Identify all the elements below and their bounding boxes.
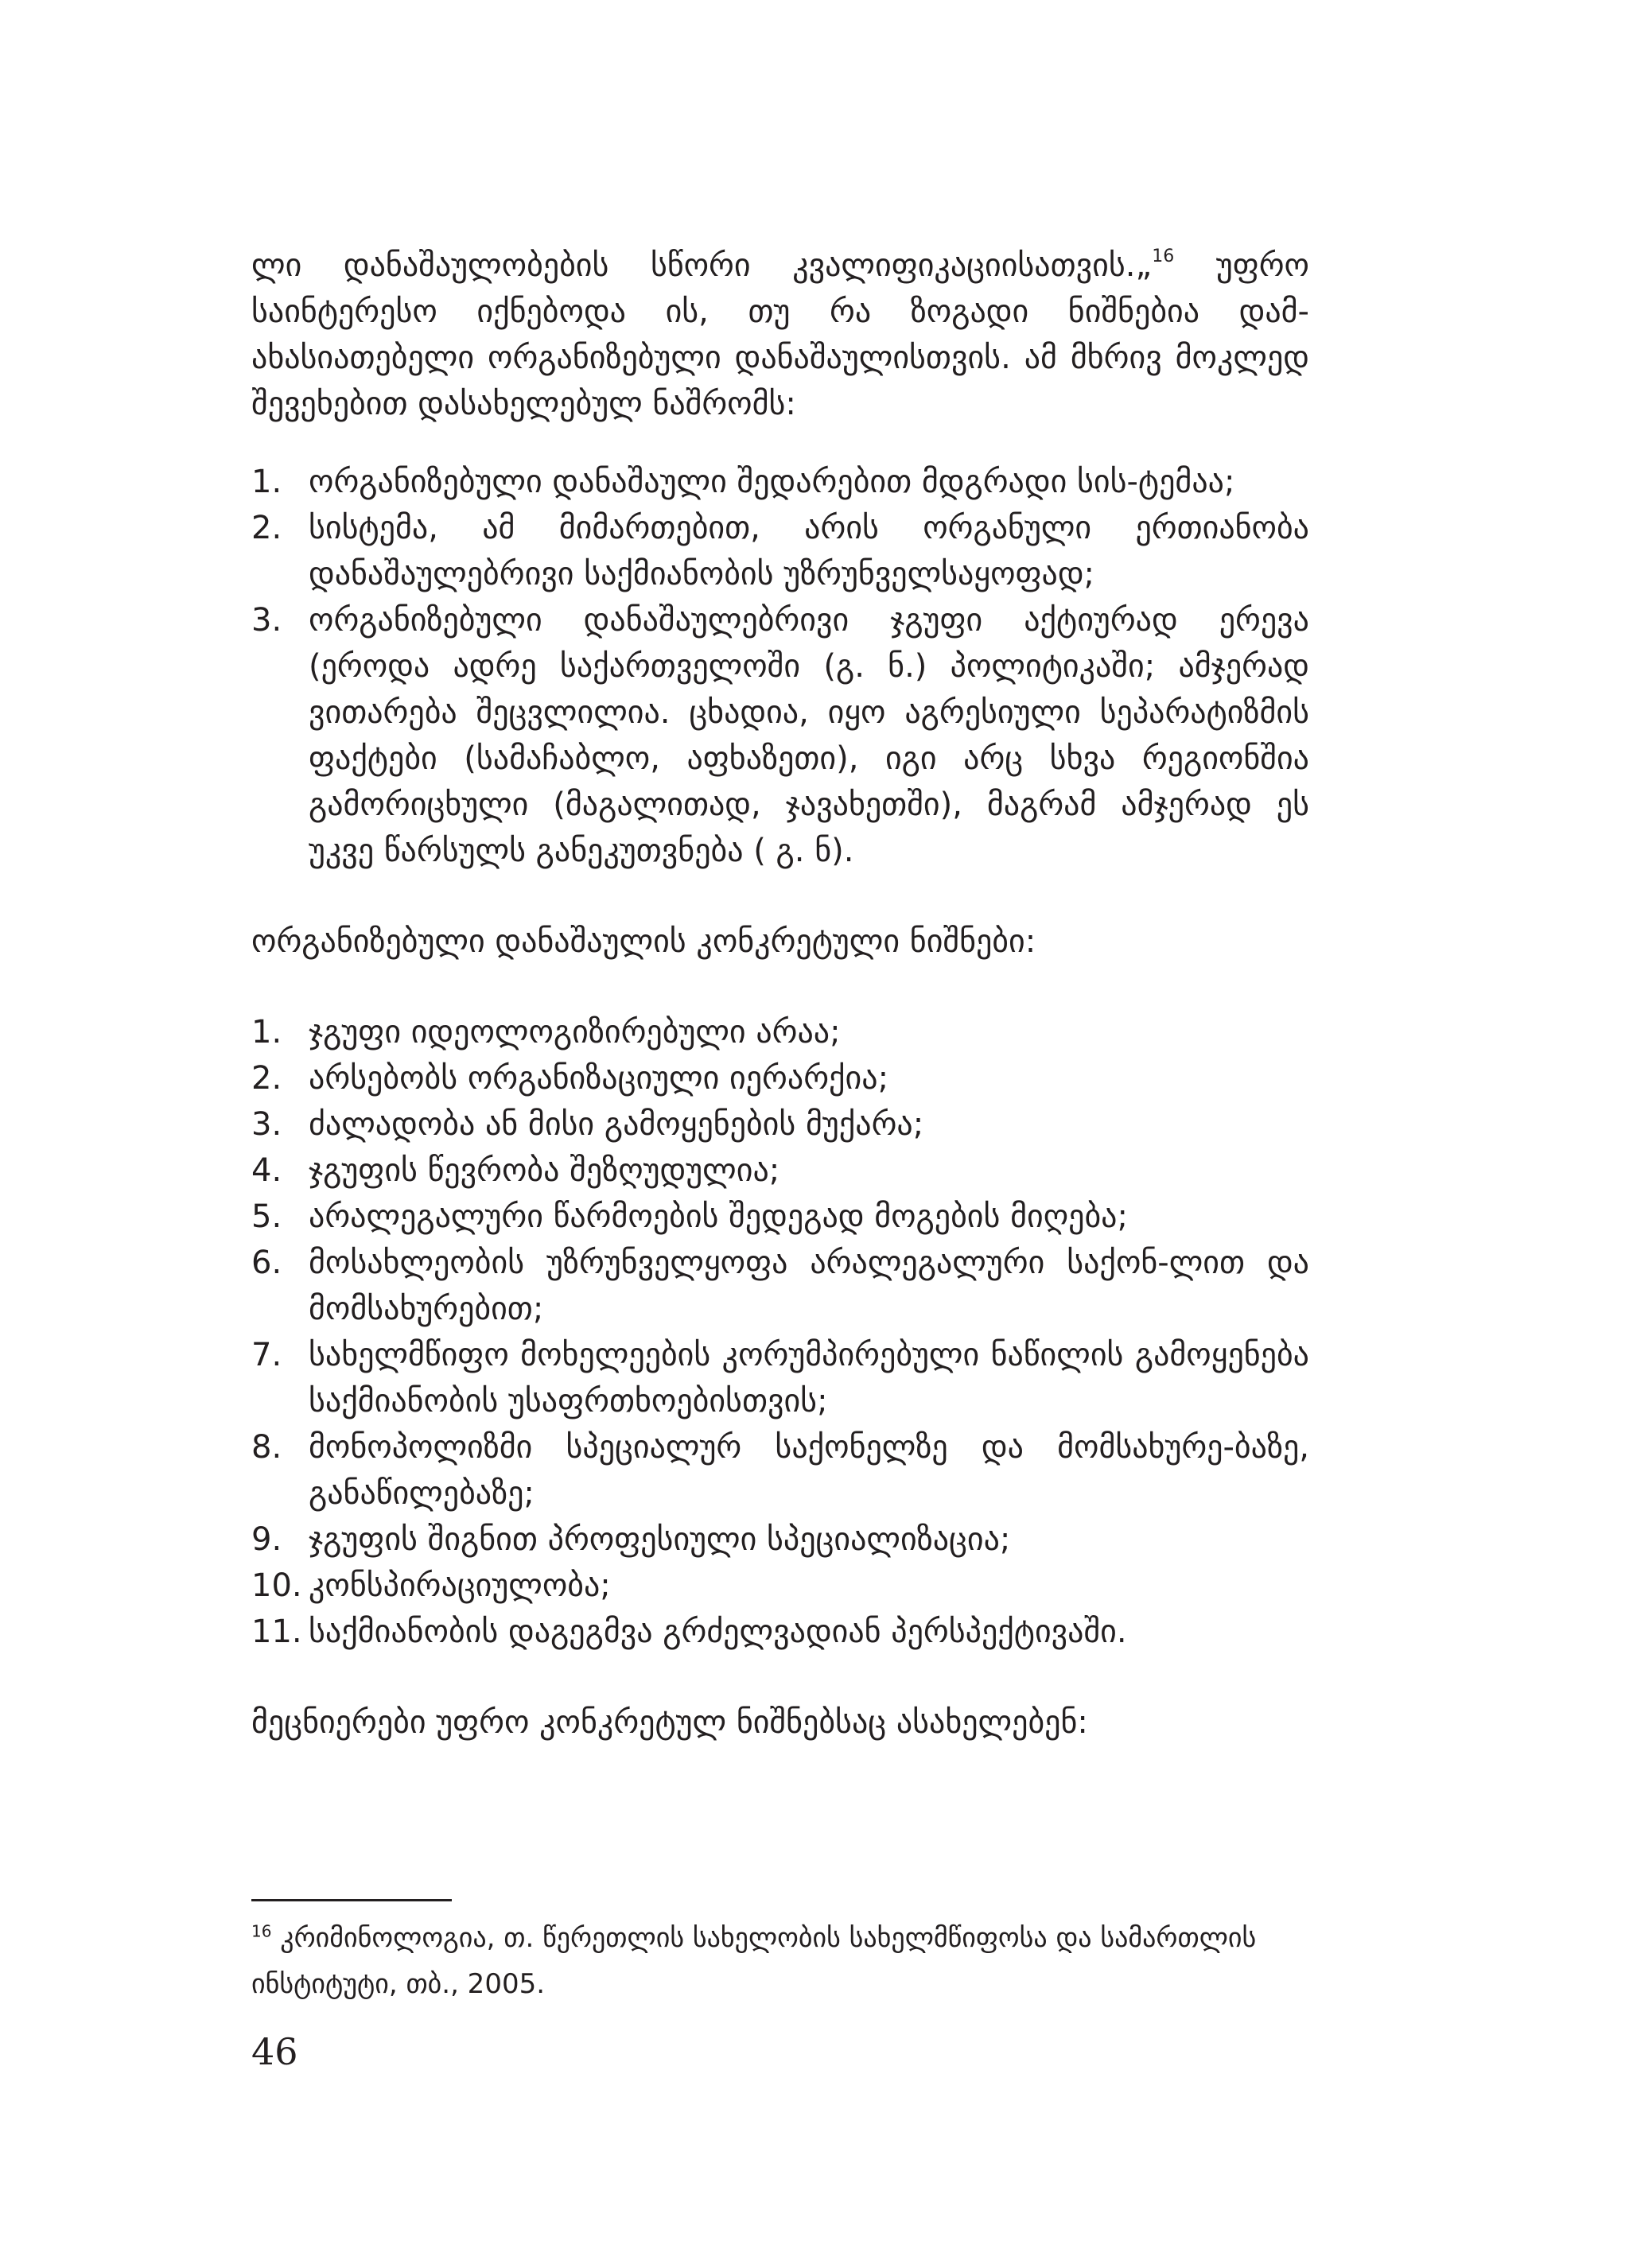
- first-numbered-list: [251, 459, 1309, 874]
- footnote-text: კრიმინოლოგია, თ. წერეთლის სახელობის სახელმწიფოსა და სამართლის ინსტიტუტი, თბ., 2005.: [251, 1922, 1257, 2000]
- list-item-text: ორგანიზებული დანაშაული შედარებით მდგრადი სის-ტემაა;: [309, 464, 1235, 500]
- footnote-number: 16: [251, 1921, 272, 1941]
- list-item-number: 1.: [251, 1014, 282, 1051]
- list-item-number: 6.: [251, 1245, 282, 1281]
- list-item-text: არსებობს ორგანიზაციული იერარქია;: [309, 1060, 889, 1097]
- list-item-text: საქმიანობის დაგეგმვა გრძელვადიან პერსპექტივაში.: [309, 1614, 1127, 1650]
- list-item-text: ჯგუფის შიგნით პროფესიული სპეციალიზაცია;: [309, 1521, 1011, 1558]
- list-item: [251, 1332, 1309, 1424]
- spacer: [251, 427, 1309, 459]
- list-item: [251, 1101, 1309, 1148]
- page-number: 46: [251, 2030, 298, 2073]
- intro-text-start: ლი დანაშაულობების სწორი კვალიფიკაციისათვის.„: [251, 247, 1153, 284]
- footnote: [251, 1915, 1309, 2007]
- footnote-separator: [251, 1899, 452, 1901]
- page-body: [251, 243, 1309, 1746]
- list-item: [251, 1194, 1309, 1240]
- list-item: [251, 1609, 1309, 1655]
- section-heading: ორგანიზებული დანაშაულის კონკრეტული ნიშნები:: [251, 923, 1036, 960]
- intro-text-end: უფრო საინტერესო იქნებოდა ის, თუ რა ზოგადი ნიშნებია დამ-ახასიათებელი ორგანიზებული დანაშაულისთვის. ამ მხრივ მოკლედ შევეხებით დასახელებულ ნაშრომს:: [251, 247, 1310, 422]
- list-item-text: მონოპოლიზმი სპეციალურ საქონელზე და მომსახურე-ბაზე, განაწილებაზე;: [309, 1429, 1309, 1512]
- list-item-number: 10.: [251, 1567, 302, 1604]
- spacer: [251, 874, 1309, 918]
- list-item-text: ორგანიზებული დანაშაულებრივი ჯგუფი აქტიურად ერევა (ეროდა ადრე საქართველოში (გ. ნ.) პოლიტიკაში; ამჯერად ვითარება შეცვლილია. ცხადია, იყო აგრესიული სეპარატიზმის ფაქტები (სამაჩაბლო, აფხაზეთი), იგი არც სხვა რეგიონშია გამორიცხული (მაგალითად, ჯავახეთში), მაგრამ ამჯერად ეს უკვე წარსულს განეკუთვნება ( გ. ნ).: [309, 602, 1309, 869]
- list-item-text: კონსპირაციულობა;: [309, 1567, 611, 1604]
- list-item-number: 4.: [251, 1152, 282, 1189]
- list-item: [251, 1055, 1309, 1101]
- closing-line: მეცნიერები უფრო კონკრეტულ ნიშნებსაც ასახელებენ:: [251, 1704, 1088, 1741]
- list-item: [251, 1563, 1309, 1609]
- list-item-number: 5.: [251, 1198, 282, 1235]
- spacer: [251, 1655, 1309, 1699]
- list-item-text: სისტემა, ამ მიმართებით, არის ორგანული ერთიანობა დანაშაულებრივი საქმიანობის უზრუნველსაყოფად;: [309, 510, 1309, 592]
- list-item: [251, 1148, 1309, 1194]
- list-item: [251, 597, 1309, 874]
- list-item-number: 8.: [251, 1429, 282, 1466]
- intro-paragraph: [251, 243, 1309, 427]
- list-item-number: 3.: [251, 602, 282, 639]
- list-item-text: სახელმწიფო მოხელეების კორუმპირებული ნაწილის გამოყენება საქმიანობის უსაფრთხოებისთვის;: [309, 1337, 1309, 1419]
- list-item: [251, 505, 1309, 597]
- list-item-text: ჯგუფის წევრობა შეზღუდულია;: [309, 1152, 780, 1189]
- list-item: [251, 1517, 1309, 1563]
- list-item-number: 9.: [251, 1521, 282, 1558]
- list-item: [251, 1240, 1309, 1332]
- features-numbered-list: [251, 1009, 1309, 1655]
- list-item-number: 2.: [251, 510, 282, 546]
- list-item-text: ძალადობა ან მისი გამოყენების მუქარა;: [309, 1106, 924, 1143]
- list-item-number: 11.: [251, 1614, 302, 1650]
- list-item: [251, 1009, 1309, 1055]
- list-item-text: მოსახლეობის უზრუნველყოფა არალეგალური საქონ-ლით და მომსახურებით;: [309, 1245, 1309, 1327]
- footnote-reference[interactable]: 16: [1152, 246, 1175, 266]
- list-item-text: ჯგუფი იდეოლოგიზირებული არაა;: [309, 1014, 841, 1051]
- list-item: [251, 1424, 1309, 1517]
- list-item-number: 3.: [251, 1106, 282, 1143]
- list-item-number: 1.: [251, 464, 282, 500]
- list-item: [251, 459, 1309, 505]
- spacer: [251, 965, 1309, 1009]
- list-item-number: 7.: [251, 1337, 282, 1373]
- list-item-number: 2.: [251, 1060, 282, 1097]
- list-item-text: არალეგალური წარმოების შედეგად მოგების მიღება;: [309, 1198, 1128, 1235]
